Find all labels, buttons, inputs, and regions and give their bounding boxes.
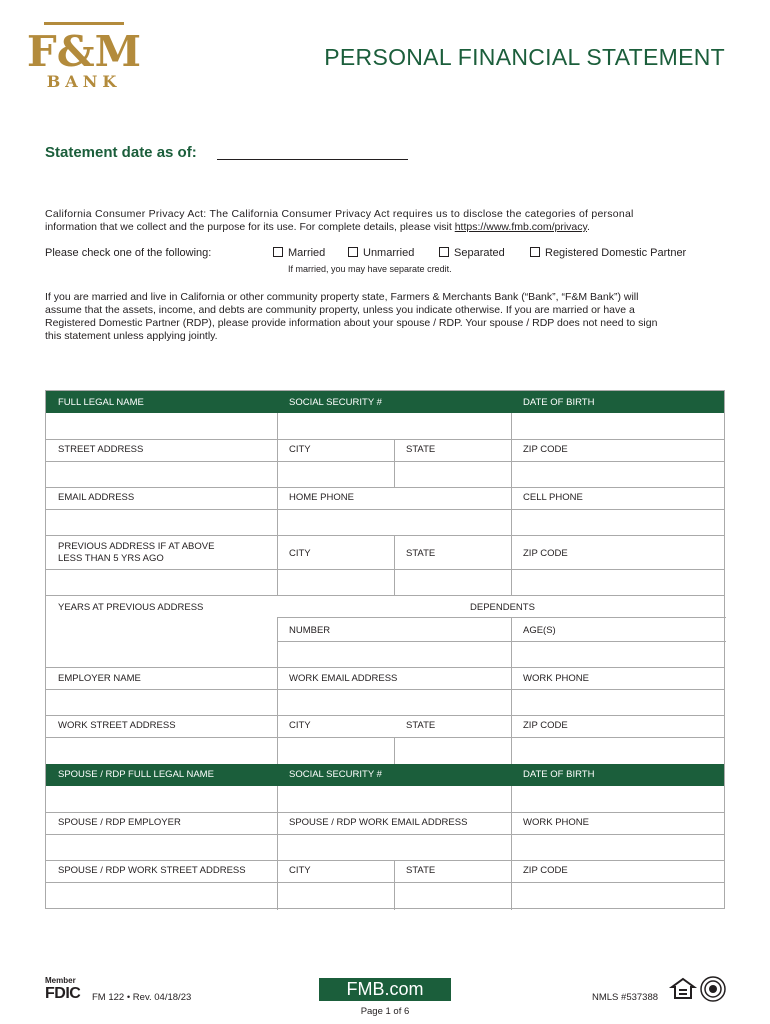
checkbox-label: Unmarried <box>363 247 415 259</box>
label-street-address: STREET ADDRESS <box>58 444 144 455</box>
security-seal-icon <box>700 976 726 1002</box>
input-spouse-work-street[interactable] <box>46 882 277 910</box>
privacy-line-2-text: information that we collect and the purpose for its use. For complete details, please visit <box>45 221 455 233</box>
label-spouse-name: SPOUSE / RDP FULL LEGAL NAME <box>58 769 214 780</box>
label-spouse-work-email: SPOUSE / RDP WORK EMAIL ADDRESS <box>289 817 468 828</box>
label-ssn: SOCIAL SECURITY # <box>289 397 382 408</box>
label-city: CITY <box>289 444 311 455</box>
fdic-logo: FDIC <box>45 985 81 1002</box>
input-employer[interactable] <box>46 689 277 715</box>
label-years-previous: YEARS AT PREVIOUS ADDRESS <box>58 602 204 613</box>
label-work-zip: ZIP CODE <box>523 720 568 731</box>
label-dob: DATE OF BIRTH <box>523 397 595 408</box>
statement-date-field[interactable] <box>217 159 408 160</box>
label-zip: ZIP CODE <box>523 444 568 455</box>
checkbox-separated[interactable] <box>439 247 505 259</box>
privacy-line-2 <box>45 221 727 234</box>
label-previous-address <box>58 541 214 565</box>
fm-bank-logo <box>26 22 142 76</box>
nmls-number: NMLS #537388 <box>592 992 659 1003</box>
checkbox-box[interactable] <box>273 247 283 257</box>
equal-housing-icon <box>671 978 695 1000</box>
page-number: Page 1 of 6 <box>360 1006 410 1017</box>
checkbox-box[interactable] <box>439 247 449 257</box>
label-work-email: WORK EMAIL ADDRESS <box>289 673 398 684</box>
community-line-4: this statement unless applying jointly. <box>45 330 218 342</box>
label-work-street: WORK STREET ADDRESS <box>58 720 176 731</box>
label-spouse-state: STATE <box>406 865 436 876</box>
marital-prompt: Please check one of the following: <box>45 247 212 259</box>
checkbox-box[interactable] <box>348 247 358 257</box>
input-full-legal-name[interactable] <box>46 413 277 439</box>
label-spouse-zip: ZIP CODE <box>523 865 568 876</box>
label-email: EMAIL ADDRESS <box>58 492 135 503</box>
page-title: PERSONAL FINANCIAL STATEMENT <box>324 44 725 70</box>
label-previous-address-line1: PREVIOUS ADDRESS IF AT ABOVE <box>58 541 215 552</box>
checkbox-label: Registered Domestic Partner <box>545 247 687 259</box>
label-prev-state: STATE <box>406 548 436 559</box>
community-line-2: assume that the assets, income, and debts are community property, unless you indicate otherwise. If you are married or have a <box>45 304 635 316</box>
community-line-3: Registered Domestic Partner (RDP), please provide information about your spouse / RDP. Your spouse / RDP does not need to sign <box>45 317 658 329</box>
website-badge[interactable]: FMB.com <box>319 978 451 1001</box>
checkbox-registered-domestic-partner[interactable] <box>530 247 686 259</box>
label-employer: EMPLOYER NAME <box>58 673 141 684</box>
label-work-city: CITY <box>289 720 311 731</box>
marital-note: If married, you may have separate credit. <box>288 264 452 274</box>
applicant-info-form <box>45 390 725 909</box>
label-dependents: DEPENDENTS <box>470 602 535 613</box>
label-dependents-number: NUMBER <box>289 625 331 636</box>
input-dob[interactable] <box>511 413 726 439</box>
label-home-phone: HOME PHONE <box>289 492 354 503</box>
label-prev-city: CITY <box>289 548 311 559</box>
label-spouse-ssn: SOCIAL SECURITY # <box>289 769 382 780</box>
checkbox-married[interactable] <box>273 247 325 259</box>
label-cell-phone: CELL PHONE <box>523 492 583 503</box>
input-ssn[interactable] <box>277 413 511 439</box>
label-previous-address-line2: LESS THAN 5 YRS AGO <box>58 553 164 564</box>
label-spouse-city: CITY <box>289 865 311 876</box>
privacy-notice <box>45 208 727 234</box>
label-dependents-ages: AGE(S) <box>523 625 556 636</box>
checkbox-label: Separated <box>454 247 505 259</box>
community-line-1: If you are married and live in California or other community property state, Farmers & Merchants Bank (“Bank”, “F&M Bank”) will <box>45 291 639 303</box>
input-street-address[interactable] <box>46 461 277 487</box>
checkbox-box[interactable] <box>530 247 540 257</box>
statement-date-label: Statement date as of: <box>45 144 197 161</box>
privacy-link[interactable]: https://www.fmb.com/privacy <box>454 221 587 233</box>
label-spouse-work-phone: WORK PHONE <box>523 817 589 828</box>
label-spouse-work-street: SPOUSE / RDP WORK STREET ADDRESS <box>58 865 246 876</box>
label-spouse-employer: SPOUSE / RDP EMPLOYER <box>58 817 181 828</box>
input-email[interactable] <box>46 509 277 535</box>
header-band <box>46 391 724 413</box>
community-property-notice <box>45 291 727 343</box>
privacy-line-1: California Consumer Privacy Act: The California Consumer Privacy Act requires us to disclose the categories of personal <box>45 208 634 220</box>
label-work-phone: WORK PHONE <box>523 673 589 684</box>
label-state: STATE <box>406 444 436 455</box>
checkbox-unmarried[interactable] <box>348 247 414 259</box>
input-years-previous[interactable] <box>46 617 277 667</box>
label-spouse-dob: DATE OF BIRTH <box>523 769 595 780</box>
input-spouse-name[interactable] <box>46 786 277 812</box>
form-number: FM 122 • Rev. 04/18/23 <box>92 992 192 1003</box>
label-full-legal-name: FULL LEGAL NAME <box>58 397 144 408</box>
label-work-state: STATE <box>406 720 436 731</box>
logo-bank-text: BANK <box>46 72 122 91</box>
privacy-line-2-end: . <box>586 221 590 233</box>
fdic-member-text: Member <box>45 976 76 985</box>
label-prev-zip: ZIP CODE <box>523 548 568 559</box>
logo-mark-text: F&M <box>26 27 142 76</box>
checkbox-label: Married <box>288 247 326 259</box>
